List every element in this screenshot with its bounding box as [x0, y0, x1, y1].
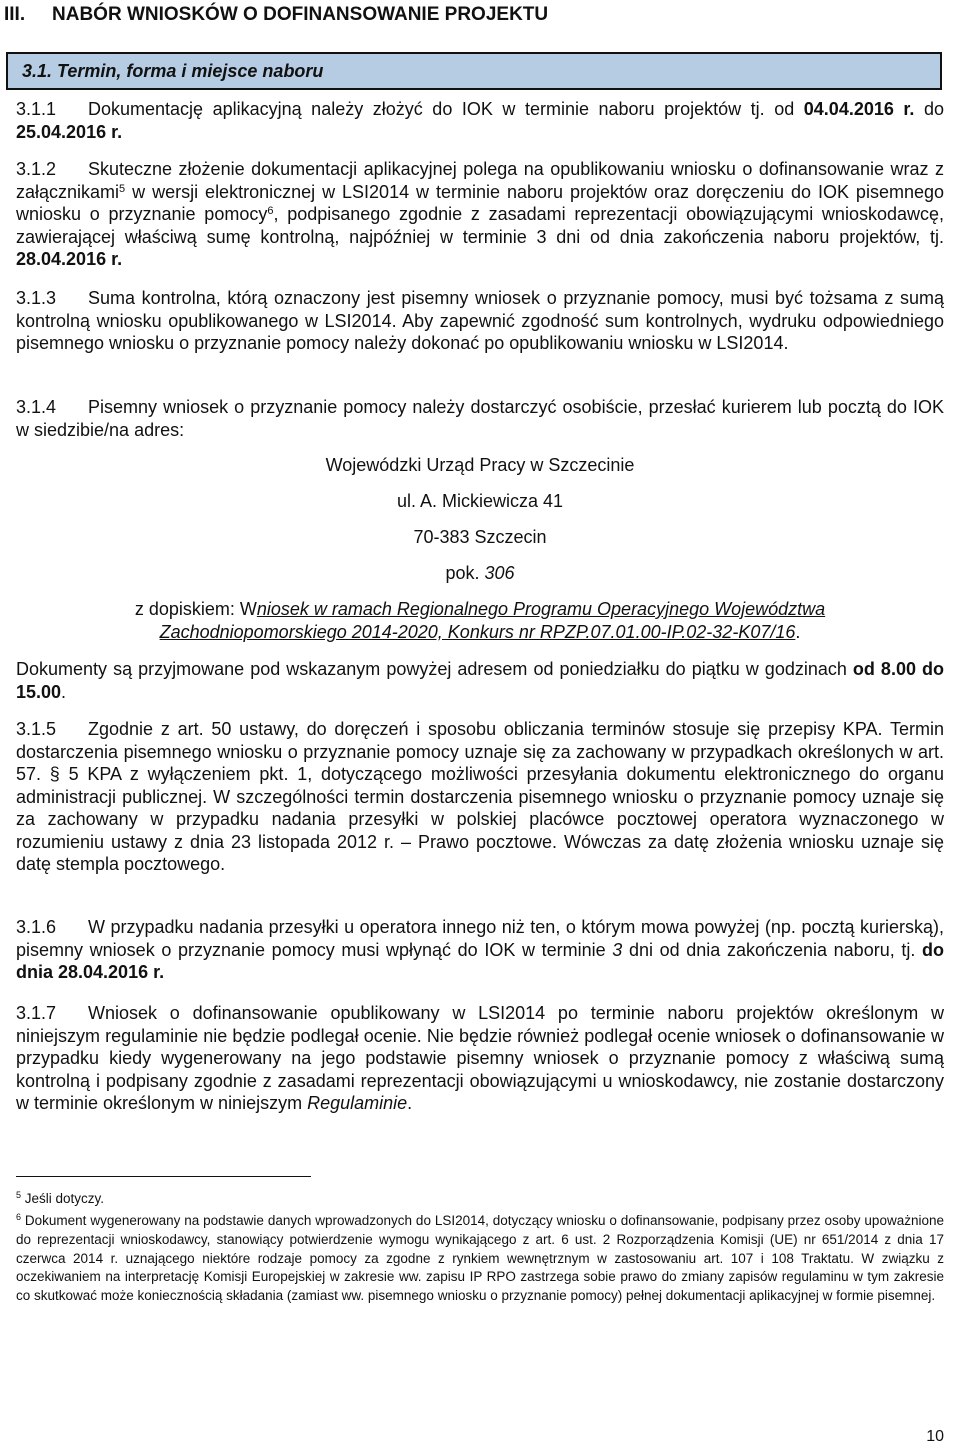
paragraph-number: 3.1.5: [16, 719, 57, 739]
paragraph-text: Dokumenty są przyjmowane pod wskazanym powyżej adresem od poniedziałku do piątku w godzinach: [16, 659, 853, 679]
deadline-date: 28.04.2016 r.: [16, 249, 123, 269]
paragraph-number: 3.1.3: [16, 288, 57, 308]
deadline-date: do dnia 28.04.2016 r.: [16, 939, 944, 982]
paragraph-text: Dokumentację aplikacyjną należy złożyć do IOK w terminie naboru projektów tj. od: [88, 99, 804, 119]
footnote-separator: [16, 1176, 311, 1177]
date-from: 04.04.2016 r.: [803, 99, 915, 119]
footnote-5: [16, 1190, 944, 1209]
paragraph-text: W przypadku nadania przesyłki u operatora innego niż ten, o którym mowa powyżej (np. pocztą kurierską), pisemny wniosek o przyznanie pomocy musi wpłynąć do IOK w terminie: [16, 917, 944, 960]
office-hours-range: od 8.00 do 15.00: [16, 659, 944, 702]
paragraph-text: .: [407, 1093, 413, 1113]
footnote-mark: 6: [16, 1212, 22, 1222]
paragraph-3-1-3: [16, 287, 944, 355]
regulation-name: Regulaminie: [307, 1093, 408, 1113]
footnote-mark: 5: [16, 1190, 22, 1200]
chapter-title: NABÓR WNIOSKÓW O DOFINANSOWANIE PROJEKTU: [52, 4, 549, 25]
footnote-ref-5[interactable]: 5: [119, 182, 126, 195]
room-label: pok.: [445, 563, 485, 583]
paragraph-text: Pisemny wniosek o przyznanie pomocy należy dostarczyć osobiście, przesłać kurierem lub pocztą do IOK w siedzibie/na adres:: [16, 397, 944, 440]
footnote-6: [16, 1212, 944, 1306]
office-hours: [16, 658, 944, 703]
paragraph-text: , podpisanego zgodnie z zasadami reprezentacji obowiązującymi wnioskodawcę, zawierającej właściwą sumę kontrolną, najpóźniej w terminie 3 dni od dnia zakończenia naboru projektów, tj.: [16, 204, 944, 247]
address-office: Wojewódzki Urząd Pracy w Szczecinie: [325, 455, 635, 475]
annotation-prefix: z dopiskiem: W: [134, 599, 257, 619]
paragraph-text: w wersji elektronicznej w LSI2014 w terminie naboru projektów oraz doręczeniu do IOK pisemnego wniosku o przyznanie pomocy: [16, 181, 944, 224]
address-street: ul. A. Mickiewicza 41: [396, 491, 564, 511]
paragraph-text: dni od dnia zakończenia naboru, tj.: [622, 939, 922, 960]
paragraph-text: Suma kontrolna, którą oznaczony jest pisemny wniosek o przyznanie pomocy, musi być tożsama z sumą kontrolną wniosku opublikowanego w LSI2014. Aby zapewnić zgodność sum kontrolnych, wydruku odpowiedniego pisemnego wniosku o przyznanie pomocy należy dokonać po opublikowaniu wniosku w LSI2014.: [16, 288, 944, 353]
section-title: 3.1. Termin, forma i miejsce naboru: [22, 61, 324, 81]
paragraph-number: 3.1.7: [16, 1003, 57, 1023]
paragraph-3-1-6: [16, 916, 944, 984]
footnote-text: Jeśli dotyczy.: [21, 1191, 105, 1206]
days-count: 3: [612, 939, 623, 960]
page-number: 10: [926, 1428, 944, 1445]
paragraph-3-1-4: [16, 396, 944, 441]
section-heading-box: [6, 52, 942, 90]
annotation-suffix: .: [795, 621, 801, 642]
paragraph-text: .: [61, 681, 67, 702]
paragraph-number: 3.1.1: [16, 99, 57, 119]
paragraph-text: Wniosek o dofinansowanie opublikowany w LSI2014 po terminie naboru projektów określonym w niniejszym regulaminie nie będzie podlegał ocenie. Nie będzie również podlegał ocenie wniosek o dofinansowanie w przypadku kiedy wygenerowany na jego podstawie pisemny wniosek o przyznanie pomocy z właściwą sumą kontrolną i podpisany zgodnie z zasadami reprezentacji obowiązującymi u wnioskodawcy, nie zostanie dostarczony w terminie określonym w niniejszym: [16, 1003, 944, 1113]
footnote-text: Dokument wygenerowany na podstawie danych wprowadzonych do LSI2014, dotyczący wniosku o dofinansowanie, podpisany przez osoby upoważnione do reprezentacji wnioskodawcy, stanowiący potwierdzenie wymogu wynikającego z art. 6 ust. 2 Rozporządzenia Komisji (UE) nr 651/2014 z dnia 17 czerwca 2014 r. uznającego niektóre rodzaje pomocy za zgodne z rynkiem wewnętrznym w zastosowaniu art. 107 i 108 Traktatu. W związku z oczekiwaniem na interpretację Komisji Europejskiej w zakresie ww. zapisu IP RPO zastrzega sobie prawo do zmiany zapisów regulaminu w tym zakresie co skutkować może koniecznością składania (zamiast ww. pisemnego wniosku o przyznanie pomocy) pełnej dokumentacji aplikacyjnej w formie pisemnej.: [16, 1213, 944, 1304]
paragraph-text: Zgodnie z art. 50 ustawy, do doręczeń i sposobu obliczania terminów stosuje się przepisy KPA. Termin dostarczenia pisemnego wniosku o przyznanie pomocy uznaje się za zachowany w przypadkach określonych w art. 57. § 5 KPA z wyłączeniem pkt. 1, dotyczącego możliwości przesyłania dokumentu elektronicznego do organu administracji publicznej. W szczególności termin dostarczenia pisemnego wniosku o przyznanie pomocy uznaje się za zachowany w przypadku nadania przesyłki w polskiej placówce pocztowej operatora wyznaczonego w rozumieniu ustawy z dnia 23 listopada 2012 r. – Prawo pocztowe. Wówczas za datę złożenia wniosku uznaje się datę stempla pocztowego.: [16, 719, 944, 874]
room-number: 306: [484, 563, 515, 583]
date-to: 25.04.2016 r.: [16, 121, 123, 142]
footnote-ref-6[interactable]: 6: [267, 205, 274, 217]
annotation-title: niosek w ramach Regionalnego Programu Operacyjnego Województwa Zachodniopomorskiego 2014-2020, Konkurs nr RPZP.07.01.00-IP.02-32-K07/16: [159, 599, 826, 642]
paragraph-text: do: [914, 99, 944, 119]
paragraph-number: 3.1.2: [16, 159, 57, 179]
address-room: [16, 562, 944, 585]
paragraph-3-1-1: [16, 98, 944, 143]
paragraph-3-1-2: [16, 158, 944, 271]
chapter-heading: [4, 4, 944, 26]
paragraph-3-1-7: [16, 1002, 944, 1115]
paragraph-text: Skuteczne złożenie dokumentacji aplikacyjnej polega na opublikowaniu wniosku o dofinansowanie wraz z załącznikami: [16, 159, 944, 202]
address-city: 70-383 Szczecin: [413, 527, 547, 547]
chapter-number: III.: [4, 4, 26, 25]
paragraph-3-1-5: [16, 718, 944, 876]
paragraph-number: 3.1.4: [16, 397, 57, 417]
envelope-annotation: [40, 598, 920, 643]
paragraph-number: 3.1.6: [16, 917, 57, 937]
